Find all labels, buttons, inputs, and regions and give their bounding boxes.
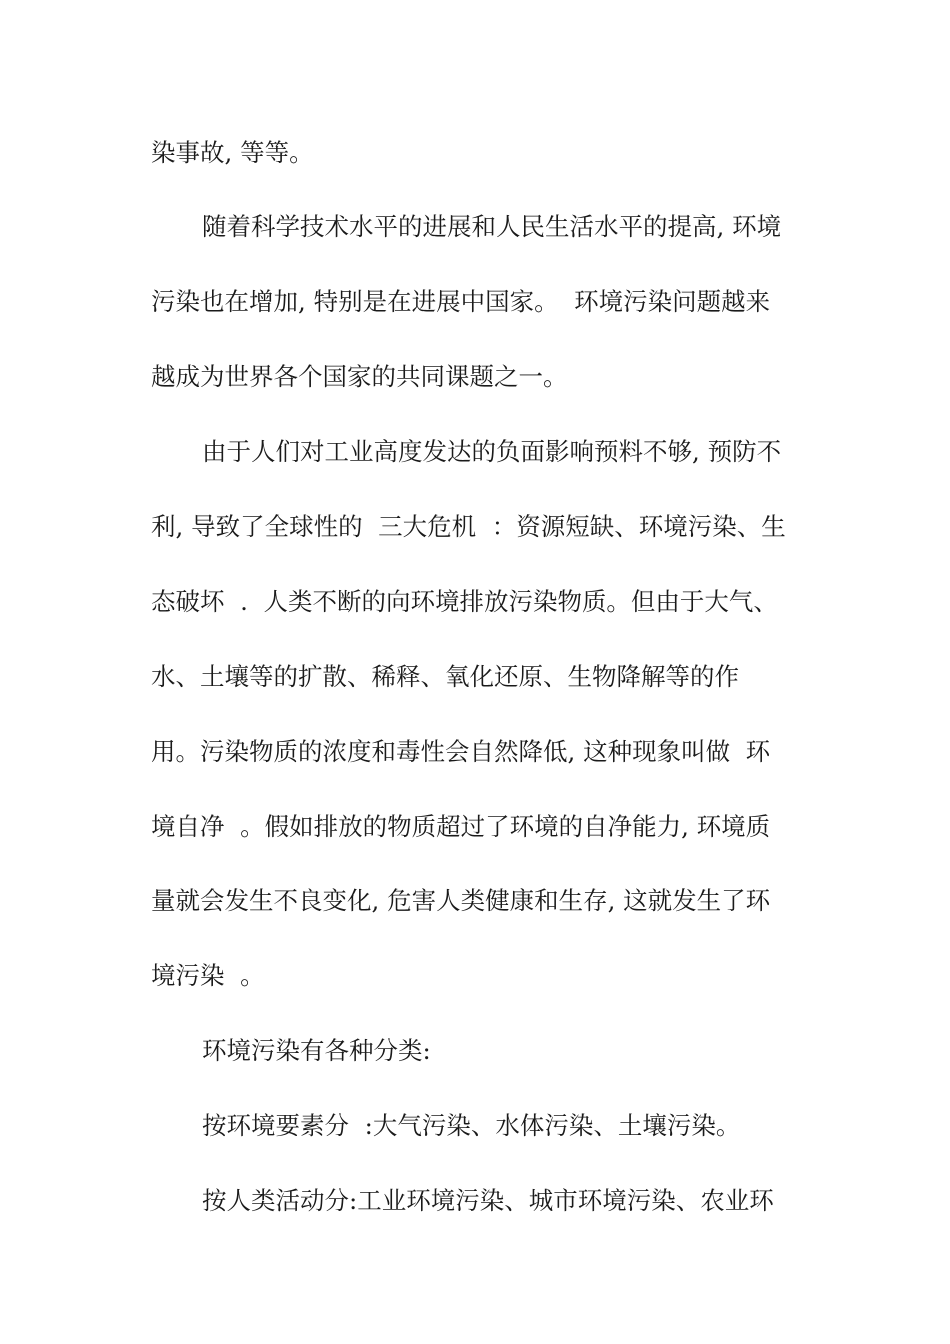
text-line-15: 按人类活动分:工业环境污染、城市环境污染、农业环 bbox=[202, 1186, 774, 1215]
text-line-11: 量就会发生不良变化, 危害人类健康和生存, 这就发生了环 bbox=[151, 886, 771, 915]
text-line-1: 染事故, 等等。 bbox=[151, 138, 314, 167]
text-line-3: 污染也在增加, 特别是在进展中国家。 环境污染问题越来 bbox=[151, 287, 771, 316]
text-line-6: 利, 导致了全球性的 三大危机 ：资源短缺、环境污染、生 bbox=[151, 512, 786, 541]
text-line-9: 用。污染物质的浓度和毒性会自然降低, 这种现象叫做 环 bbox=[151, 737, 771, 766]
text-line-12: 境污染 。 bbox=[151, 961, 265, 990]
text-line-4: 越成为世界各个国家的共同课题之一。 bbox=[151, 362, 568, 391]
text-line-13: 环境污染有各种分类: bbox=[202, 1036, 431, 1065]
text-line-5: 由于人们对工业高度发达的负面影响预料不够, 预防不 bbox=[202, 437, 782, 466]
text-line-8: 水、土壤等的扩散、稀释、氧化还原、生物降解等的作 bbox=[151, 662, 739, 691]
text-line-14: 按环境要素分 :大气污染、水体污染、土壤污染。 bbox=[202, 1111, 741, 1140]
text-line-2: 随着科学技术水平的进展和人民生活水平的提高, 环境 bbox=[202, 212, 782, 241]
text-line-10: 境自净 。假如排放的物质超过了环境的自净能力, 环境质 bbox=[151, 812, 771, 841]
text-line-7: 态破坏 . 人类不断的向环境排放污染物质。但由于大气、 bbox=[151, 587, 778, 616]
